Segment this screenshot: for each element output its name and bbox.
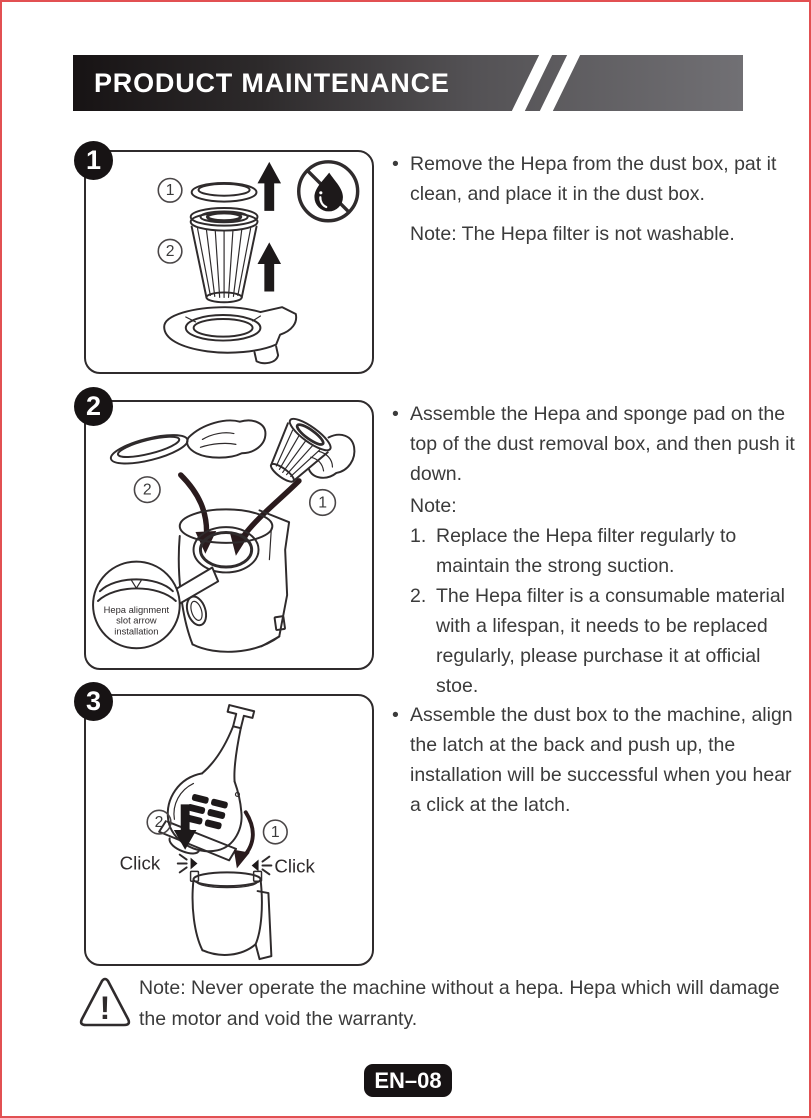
vent-grille-drawing — [184, 793, 228, 830]
up-arrow-icon — [257, 162, 281, 211]
click-label-right: Click — [274, 855, 315, 877]
note-item-number: 1. — [410, 525, 427, 547]
part-label-1: 1 — [318, 494, 327, 512]
hepa-assembly-illustration — [86, 402, 372, 668]
magnifier-detail-drawing — [93, 562, 180, 649]
curved-arrow-icon — [234, 812, 253, 868]
bullet-marker: • — [392, 704, 399, 726]
step-2-text: Assemble the Hepa and sponge pad on the top of the dust removal box, and then push it down. — [410, 403, 795, 485]
step-3-text: Assemble the dust box to the machine, align the latch at the back and push up, the installation will be successful when you hear a click at the latch. — [410, 704, 793, 816]
no-water-droplet-icon — [299, 162, 358, 221]
click-label-left: Click — [119, 852, 161, 874]
warning-exclamation-mark: ! — [99, 990, 111, 1026]
up-arrow-icon — [257, 242, 281, 291]
step-3-instructions — [392, 700, 797, 820]
page-number-badge: EN–08 — [364, 1064, 452, 1097]
step-2-notes — [392, 491, 797, 701]
note-title: Note: — [410, 495, 457, 517]
note-item-text: The Hepa filter is a consumable material with a lifespan, it needs to be replaced regularly, please purchase it at official stoe. — [436, 585, 785, 697]
dust-cup-drawing — [191, 871, 272, 959]
step-3-diagram — [84, 694, 374, 966]
dust-box-installation-illustration — [86, 696, 372, 964]
step-1-text: Remove the Hepa from the dust box, pat it clean, and place it in the dust box. — [410, 153, 777, 205]
warning-triangle-icon — [78, 974, 132, 1032]
sequence-label-1: 1 — [270, 823, 280, 841]
step-1-diagram — [84, 150, 374, 374]
part-label-2: 2 — [165, 243, 175, 261]
header-bar — [73, 55, 743, 111]
sponge-pad-drawing — [192, 183, 257, 202]
step-1-note: Note: The Hepa filter is not washable. — [410, 223, 735, 245]
hand-holding-hepa-drawing — [260, 414, 355, 491]
step-2-instructions — [392, 399, 797, 701]
part-label-2: 2 — [142, 481, 152, 499]
click-spark-icon — [178, 855, 198, 873]
hand-holding-sponge-drawing — [108, 420, 265, 469]
note-item-2 — [410, 581, 797, 701]
magnifier-caption-line1: Hepa alignment — [103, 604, 170, 615]
bottom-warning-note: Note: Never operate the machine without a hepa. Hepa which will damage the motor and void the warranty. — [139, 977, 780, 1030]
step-2-diagram — [84, 400, 374, 670]
step-1-number-badge: 1 — [74, 141, 113, 180]
step-1-instructions — [392, 149, 797, 249]
note-item-1 — [410, 521, 797, 581]
note-item-text: Replace the Hepa filter regularly to maintain the strong suction. — [436, 525, 737, 577]
hepa-filter-drawing — [191, 208, 258, 302]
step-2-number-badge: 2 — [74, 387, 113, 426]
bullet-marker: • — [392, 153, 399, 175]
sequence-label-2: 2 — [154, 814, 164, 832]
magnifier-caption-line2: slot arrow — [116, 615, 157, 626]
step-3-number-badge: 3 — [74, 682, 113, 721]
note-item-number: 2. — [410, 585, 427, 607]
part-label-1: 1 — [165, 182, 175, 200]
magnifier-caption-line3: installation — [114, 626, 159, 637]
bullet-marker: • — [392, 403, 399, 425]
dust-box-base-drawing — [164, 307, 296, 363]
curved-arrow-icon — [230, 481, 299, 556]
page-title: PRODUCT MAINTENANCE — [94, 68, 450, 98]
hepa-removal-illustration — [86, 152, 372, 372]
